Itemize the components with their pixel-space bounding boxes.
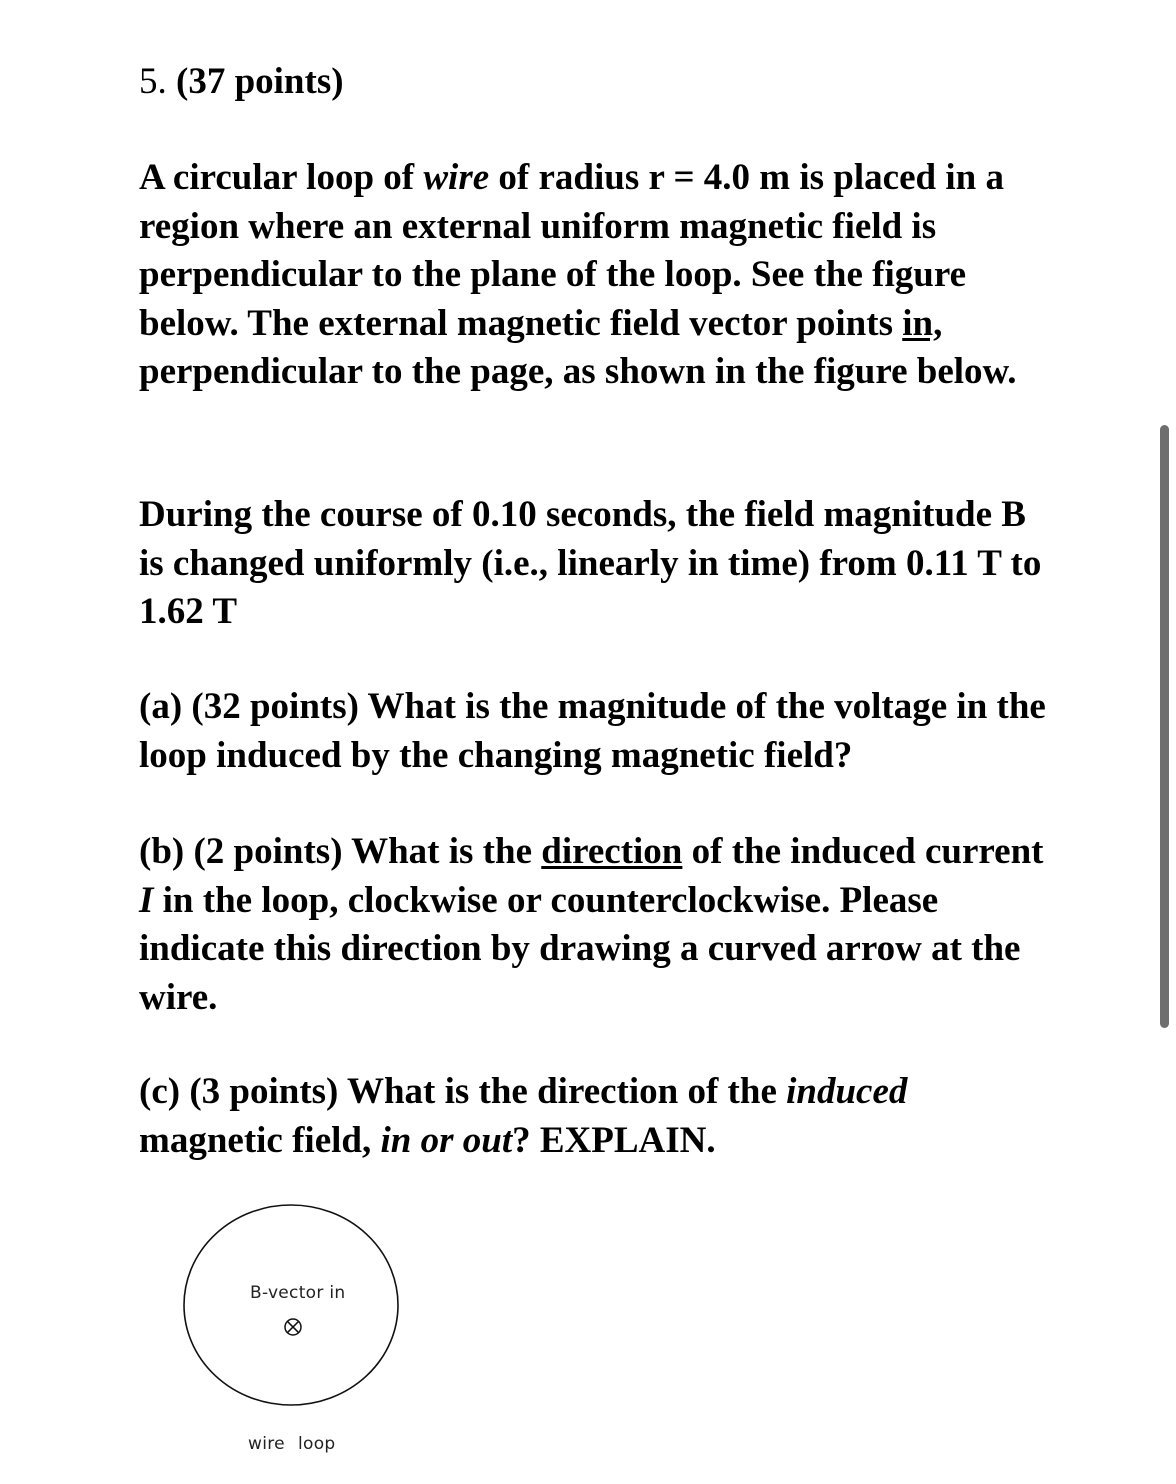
wire-loop-figure bbox=[180, 1200, 404, 1470]
part-c-text-5: ? EXPLAIN. bbox=[512, 1119, 716, 1161]
problem-points: (37 points) bbox=[176, 61, 344, 102]
intro-in-underlined: in, bbox=[902, 302, 943, 344]
circled-x-icon bbox=[285, 1319, 301, 1335]
b-vector-label: B-vector in bbox=[250, 1283, 346, 1303]
vertical-scrollbar[interactable] bbox=[1160, 425, 1169, 1028]
part-c-text-1: (c) (3 points) What is the direction of the bbox=[139, 1071, 787, 1112]
part-a-question: (a) (32 points) What is the magnitude of the voltage in the loop induced by the changing magnetic field? bbox=[139, 686, 1046, 776]
part-b-question bbox=[139, 828, 1054, 1022]
part-c-in-or-out-emphasis: in or out bbox=[380, 1119, 513, 1161]
part-b-text-1: (b) (2 points) What is the bbox=[139, 831, 542, 872]
part-c-text-3: magnetic field, bbox=[139, 1119, 381, 1161]
part-c-question bbox=[139, 1068, 1054, 1165]
part-b-current-symbol: I bbox=[139, 879, 154, 921]
intro-wire-emphasis: wire bbox=[423, 157, 490, 198]
part-b-text-5: in the loop, clockwise or counterclockwise. Please indicate this direction by drawing a curved arrow at the wire. bbox=[139, 879, 1021, 1018]
wire-label: wire bbox=[248, 1434, 285, 1454]
part-b-direction-underlined: direction bbox=[541, 831, 683, 872]
intro-paragraph bbox=[139, 154, 1054, 397]
part-b-text-3: of the induced current bbox=[682, 831, 1044, 872]
loop-label: loop bbox=[298, 1434, 336, 1454]
wire-loop-circle bbox=[184, 1205, 398, 1405]
intro-text-5: perpendicular to the page, as shown in the figure below. bbox=[139, 351, 1017, 392]
intro-text-1: A circular loop of bbox=[139, 157, 424, 198]
problem-number: 5. bbox=[139, 61, 167, 102]
problem-heading bbox=[139, 58, 344, 106]
intro-text-3: of radius r = 4.0 m is placed in a region where an external uniform magnetic field is perpendicular to the plane of the loop. See the figure below. The external magnetic field vector points bbox=[139, 157, 1004, 344]
setup-paragraph: During the course of 0.10 seconds, the field magnitude B is changed uniformly (i.e., linearly in time) from 0.11 T to 1.62 T bbox=[139, 494, 1042, 632]
wire-loop-diagram bbox=[180, 1200, 404, 1470]
part-c-induced-emphasis: induced bbox=[786, 1071, 908, 1112]
